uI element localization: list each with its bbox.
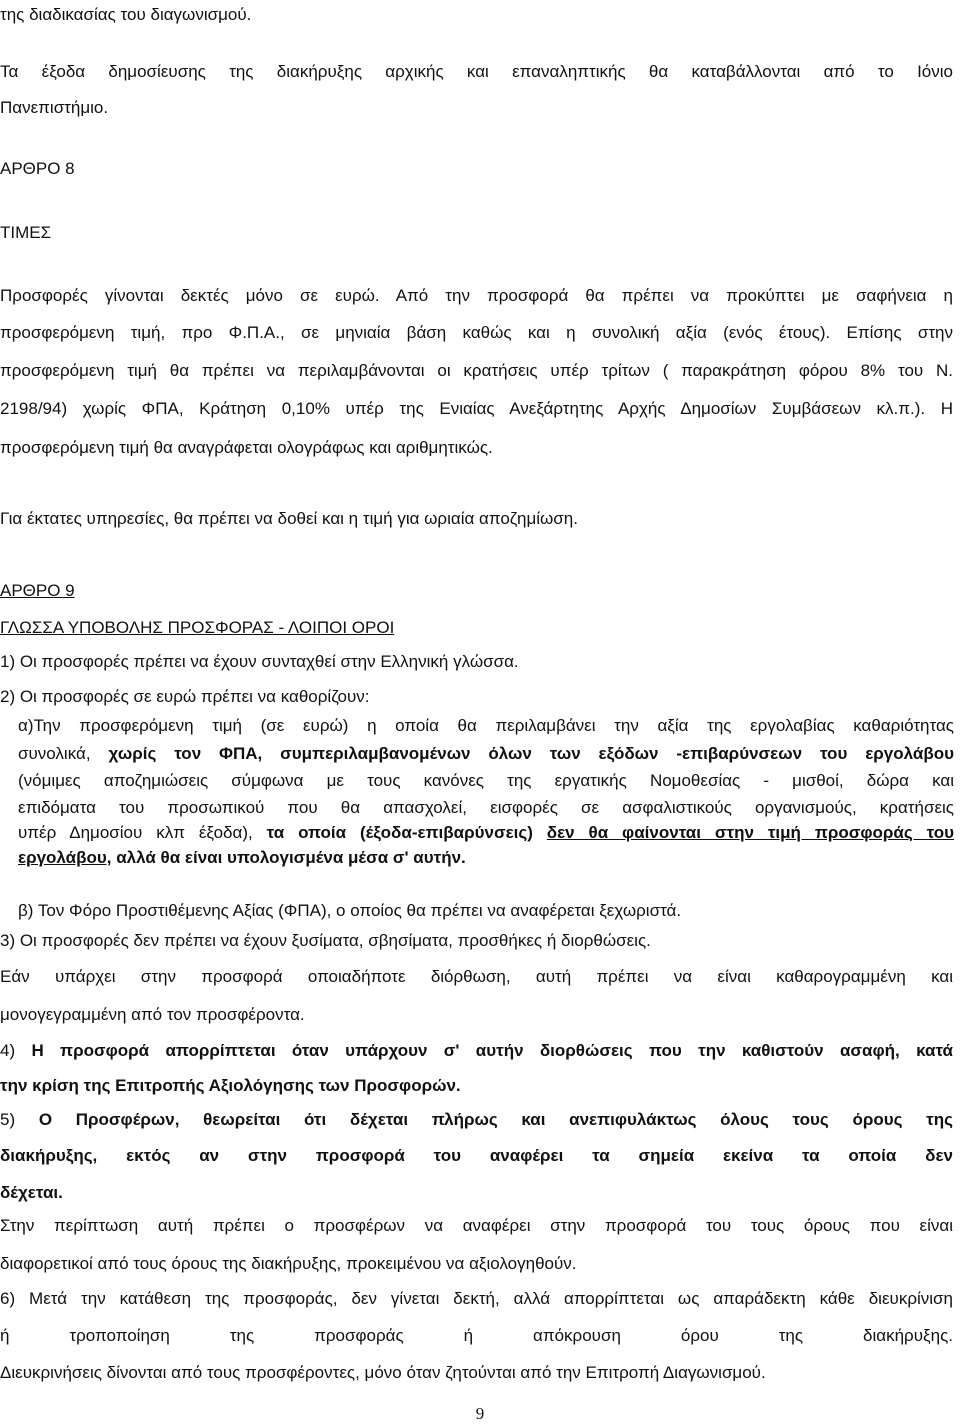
article-9-item-3b-line-1: Εάν υπάρχει στην προσφορά οποιαδήποτε διόρθωση, αυτή πρέπει να είναι καθαρογραμμένη και: [0, 967, 953, 986]
article-9-item-5-line-2: διακήρυξης, εκτός αν στην προσφορά του αναφέρει τα σημεία εκείνα τα οποία δεν: [0, 1146, 953, 1165]
article-8-heading: ΑΡΘΡΟ 8: [0, 159, 75, 178]
article-8-p1-line-5: προσφερόμενη τιμή θα αναγράφεται ολογράφως και αριθμητικώς.: [0, 438, 493, 457]
article-9-item-2a-line-2: συνολικά, χωρίς τον ΦΠΑ, συμπεριλαμβανομένων όλων των εξόδων -επιβαρύνσεων του εργολάβου: [18, 744, 954, 763]
article-9-item-2a-line-6: εργολάβου, αλλά θα είναι υπολογισμένα μέσα σ' αυτήν.: [18, 848, 466, 867]
article-9-heading: ΑΡΘΡΟ 9: [0, 581, 75, 600]
article-9-item-5b-line-2: διαφορετικοί από τους όρους της διακήρυξης, προκειμένου να αξιολογηθούν.: [0, 1254, 577, 1273]
expenses-line-2: Πανεπιστήμιο.: [0, 98, 109, 117]
article-8-p1-line-2: προσφερόμενη τιμή, προ Φ.Π.Α., σε μηνιαία βάση καθώς και η συνολική αξία (ενός έτους). Επίσης στην: [0, 323, 953, 342]
article-9-item-6-line-2: ή τροποποίηση της προσφοράς ή απόκρουση όρου της διακήρυξης.: [0, 1326, 953, 1345]
page-number: 9: [475, 1404, 485, 1423]
article-9-item-5-line-3: δέχεται.: [0, 1183, 63, 1202]
article-9-item-3b-line-2: μονογεγραμμένη από τον προσφέροντα.: [0, 1005, 305, 1024]
article-8-p1-line-3: προσφερόμενη τιμή θα πρέπει να περιλαμβάνονται οι κρατήσεις υπέρ τρίτων ( παρακράτηση φόρου 8% του Ν.: [0, 361, 953, 380]
article-9-item-2a-line-5: υπέρ Δημοσίου κλπ έξοδα), τα οποία (έξοδα-επιβαρύνσεις) δεν θα φαίνονται στην τιμή προσφοράς του: [18, 823, 954, 842]
article-9-item-5-line-1: 5) Ο Προσφέρων, θεωρείται ότι δέχεται πλήρως και ανεπιφυλάκτως όλους τους όρους της: [0, 1110, 953, 1129]
article-9-item-2-intro: 2) Οι προσφορές σε ευρώ πρέπει να καθορίζουν:: [0, 687, 370, 706]
article-9-item-2a-line-3: (νόμιμες αποζημιώσεις σύμφωνα με τους κανόνες της εργατικής Νομοθεσίας - μισθοί, δώρα και: [18, 771, 954, 790]
article-8-p2: Για έκτατες υπηρεσίες, θα πρέπει να δοθεί και η τιμή για ωριαία αποζημίωση.: [0, 509, 578, 528]
article-9-item-1: 1) Οι προσφορές πρέπει να έχουν συνταχθεί στην Ελληνική γλώσσα.: [0, 652, 519, 671]
article-9-item-2a-line-1: α)Την προσφερόμενη τιμή (σε ευρώ) η οποία θα περιλαμβάνει την αξία της εργολαβίας καθαριότητας: [18, 716, 954, 735]
article-8-p1-line-4: 2198/94) χωρίς ΦΠΑ, Κράτηση 0,10% υπέρ της Ενιαίας Ανεξάρτητης Αρχής Δημοσίων Συμβάσεων κλ.π.). Η: [0, 399, 953, 418]
intro-line: της διαδικασίας του διαγωνισμού.: [0, 5, 252, 24]
article-8-p1-line-1: Προσφορές γίνονται δεκτές μόνο σε ευρώ. Από την προσφορά θα πρέπει να προκύπτει με σαφήνεια η: [0, 286, 953, 305]
article-9-item-4-line-1: 4) Η προσφορά απορρίπτεται όταν υπάρχουν σ' αυτήν διορθώσεις που την καθιστούν ασαφή, κατά: [0, 1041, 953, 1060]
article-9-item-6-line-3: Διευκρινήσεις δίνονται από τους προσφέροντες, μόνο όταν ζητούνται από την Επιτροπή Διαγωνισμού.: [0, 1363, 766, 1382]
article-9-item-4-line-2: την κρίση της Επιτροπής Αξιολόγησης των Προσφορών.: [0, 1076, 461, 1095]
article-9-item-5b-line-1: Στην περίπτωση αυτή πρέπει ο προσφέρων να αναφέρει στην προσφορά του τους όρους που είναι: [0, 1216, 953, 1235]
article-9-title: ΓΛΩΣΣΑ ΥΠΟΒΟΛΗΣ ΠΡΟΣΦΟΡΑΣ - ΛΟΙΠΟΙ ΟΡΟΙ: [0, 618, 395, 637]
article-9-item-2a-line-4: επιδόματα του προσωπικού που θα απασχολεί, εισφορές σε ασφαλιστικούς οργανισμούς, κρατήσεις: [18, 798, 954, 817]
expenses-line-1: Τα έξοδα δημοσίευσης της διακήρυξης αρχικής και επαναληπτικής θα καταβάλλονται από το Ιόνιο: [0, 62, 953, 81]
article-9-item-3: 3) Οι προσφορές δεν πρέπει να έχουν ξυσίματα, σβησίματα, προσθήκες ή διορθώσεις.: [0, 931, 651, 950]
article-9-item-2b: β) Τον Φόρο Προστιθέμενης Αξίας (ΦΠΑ), ο οποίος θα πρέπει να αναφέρεται ξεχωριστά.: [18, 901, 682, 920]
article-9-item-6-line-1: 6) Μετά την κατάθεση της προσφοράς, δεν γίνεται δεκτή, αλλά απορρίπτεται ως απαράδεκτη κάθε διευκρίνιση: [0, 1289, 953, 1308]
article-8-title: ΤΙΜΕΣ: [0, 223, 52, 242]
